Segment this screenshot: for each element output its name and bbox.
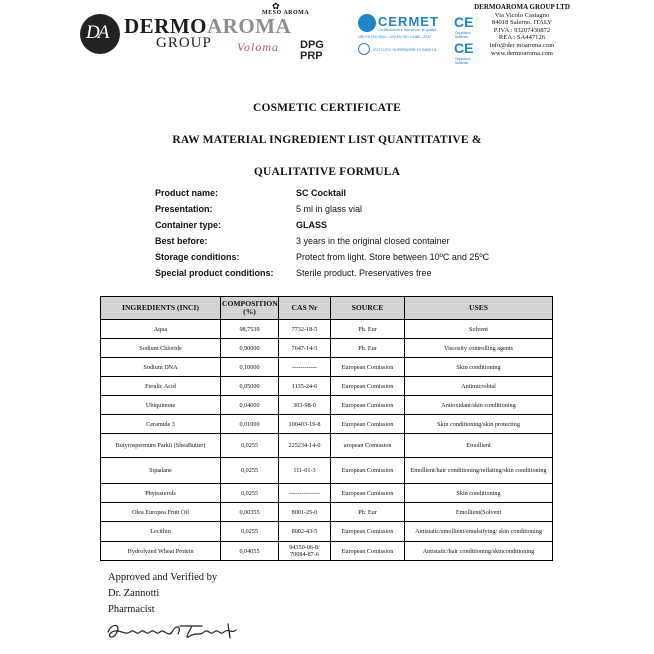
best-before-label: Best before: bbox=[155, 236, 208, 246]
cell-inci: Phytosterols bbox=[101, 484, 221, 503]
cell-cas: 1135-24-6 bbox=[279, 377, 331, 396]
company-email: info@der moaroma.com bbox=[489, 41, 555, 49]
cell-inci: Aqua bbox=[101, 320, 221, 339]
cell-inci: Sodium DNA bbox=[101, 358, 221, 377]
cell-cas: 100403-19-8 bbox=[279, 415, 331, 434]
cell-composition: 0,04000 bbox=[221, 396, 279, 415]
cell-cas: ------------ bbox=[279, 358, 331, 377]
cell-source: European Comission bbox=[331, 415, 405, 434]
approval-line: Approved and Verified by bbox=[108, 572, 218, 583]
cell-inci: Sodium Chloride bbox=[101, 339, 221, 358]
cell-uses: Antistatic/emollient/emulsifying/ skin conditioning bbox=[405, 522, 553, 542]
dpg-line1: DPG bbox=[300, 39, 324, 51]
header-cas: CAS Nr bbox=[279, 297, 331, 320]
cell-source: European Comission bbox=[331, 484, 405, 503]
table-row bbox=[101, 396, 553, 415]
cell-source: Ph. Eur bbox=[331, 320, 405, 339]
cell-source: European Comission bbox=[331, 458, 405, 484]
cell-source: European Comission bbox=[331, 377, 405, 396]
cell-composition: 0,0255 bbox=[221, 484, 279, 503]
dermoaroma-logo-mark bbox=[80, 14, 120, 54]
approver-title: Pharmacist bbox=[108, 604, 155, 615]
company-rea: REA : SA447126 bbox=[498, 34, 546, 42]
iss-label: ISTITUTO SUPERIORE DI SANITÀ bbox=[373, 47, 437, 52]
table-row bbox=[101, 522, 553, 542]
cell-uses: Emollient(Solvent bbox=[405, 503, 553, 522]
cell-source: Ph. Eur bbox=[331, 503, 405, 522]
table-row bbox=[101, 434, 553, 458]
brand-group: GROUP bbox=[156, 35, 212, 51]
handwritten-signature bbox=[104, 618, 244, 648]
container-type-label: Container type: bbox=[155, 220, 222, 230]
cell-composition: 0,05000 bbox=[221, 377, 279, 396]
cell-composition: 0,0255 bbox=[221, 458, 279, 484]
cell-cas: 225234-14-0 bbox=[279, 434, 331, 458]
special-conditions-value: Sterile product. Preservatives free bbox=[296, 268, 432, 278]
cell-cas: 94350-06-8/ 70084-87-6 bbox=[279, 542, 331, 561]
table-row bbox=[101, 415, 553, 434]
company-city: 84018 Salerno. ITALY bbox=[491, 19, 553, 27]
cell-uses: Antimicrobial bbox=[405, 377, 553, 396]
ingredients-table bbox=[100, 296, 553, 561]
brand-light: AROMA bbox=[207, 14, 292, 38]
cell-composition: 0,01000 bbox=[221, 415, 279, 434]
presentation-label: Presentation: bbox=[155, 204, 213, 214]
cell-inci: Butyrospermum Parkii (SheaButter) bbox=[101, 434, 221, 458]
table-row bbox=[101, 458, 553, 484]
table-row bbox=[101, 339, 553, 358]
cell-cas: 303-98-0 bbox=[279, 396, 331, 415]
cell-cas: --------------- bbox=[279, 484, 331, 503]
cell-inci: Ferulic Acid bbox=[101, 377, 221, 396]
cell-inci: Ceramide 3 bbox=[101, 415, 221, 434]
cell-cas: 8002-43-5 bbox=[279, 522, 331, 542]
meso-aroma-icon: ✿ bbox=[272, 1, 280, 11]
certificate-subtitle-line1: RAW MATERIAL INGREDIENT LIST QUANTITATIVE & bbox=[172, 134, 482, 146]
cell-source: European Comission bbox=[331, 522, 405, 542]
cell-composition: 0,00355 bbox=[221, 503, 279, 522]
cermet-subtitle: Certificazione e ricerca per la qualità bbox=[378, 28, 437, 32]
cermet-logo-icon bbox=[358, 14, 376, 32]
cell-inci: Lecithin bbox=[101, 522, 221, 542]
dpg-prp-logo bbox=[300, 40, 324, 62]
voloma-logo: Voloma bbox=[237, 40, 279, 54]
cell-inci: Ubiquinone bbox=[101, 396, 221, 415]
brand-bold: DERMO bbox=[124, 14, 207, 38]
presentation-value: 5 ml in glass vial bbox=[296, 204, 363, 214]
table-row bbox=[101, 484, 553, 503]
cermet-logo: CERMET bbox=[378, 14, 439, 29]
meso-aroma-logo: MESO AROMA bbox=[262, 10, 310, 16]
header-uses: USES bbox=[405, 297, 553, 320]
cell-source: European Comission bbox=[331, 542, 405, 561]
logo-monogram: DA bbox=[86, 22, 108, 43]
cell-composition: 0,0255 bbox=[221, 434, 279, 458]
special-conditions-label: Special product conditions: bbox=[155, 268, 274, 278]
header-source: SOURCE bbox=[331, 297, 405, 320]
table-row bbox=[101, 542, 553, 561]
certificate-subtitle-line2: QUALITATIVE FORMULA bbox=[253, 166, 401, 178]
cell-inci: Squalane bbox=[101, 458, 221, 484]
table-row bbox=[101, 320, 553, 339]
cell-composition: 0,04055 bbox=[221, 542, 279, 561]
iss-seal-icon bbox=[358, 43, 370, 55]
cell-cas: 111-01-3 bbox=[279, 458, 331, 484]
cell-uses: Skin conditioning bbox=[405, 358, 553, 377]
cell-composition: 0,90000 bbox=[221, 339, 279, 358]
product-name-value: SC Cocktail bbox=[296, 188, 347, 198]
header-composition: COMPOSITION (%) bbox=[221, 297, 279, 320]
cell-source: Ph. Eur bbox=[331, 339, 405, 358]
cell-source: European Comission bbox=[331, 358, 405, 377]
cell-uses: Antioxidant/skin conditioning bbox=[405, 396, 553, 415]
company-name: DERMOAROMA GROUP LTD bbox=[474, 3, 570, 11]
cell-uses: Solvent bbox=[405, 320, 553, 339]
company-street: Via Vicolo Castagno bbox=[494, 11, 550, 19]
company-address bbox=[462, 4, 582, 57]
cell-cas: 8001-25-0 bbox=[279, 503, 331, 522]
approver-name: Dr. Zannotti bbox=[108, 588, 160, 599]
cell-composition: 0,10000 bbox=[221, 358, 279, 377]
cell-uses: Antistatic/hair conditioning/skinconditioning bbox=[405, 542, 553, 561]
table-header-row bbox=[101, 297, 553, 320]
cell-source: European Comission bbox=[331, 396, 405, 415]
storage-conditions-label: Storage conditions: bbox=[155, 252, 240, 262]
cell-uses: Emollient/hair conditioning/reflating/skin conditioning bbox=[405, 458, 553, 484]
brand-wordmark bbox=[124, 16, 291, 36]
cermet-norms: UNI EN ISO 9001 - UNI EN ISO 13485 - 2012 bbox=[358, 35, 432, 39]
ce-mark-1: CE bbox=[454, 14, 474, 30]
table-row bbox=[101, 377, 553, 396]
cell-uses: Viscosity controlling agents bbox=[405, 339, 553, 358]
ce-sub-2: Organismo Notificato bbox=[455, 57, 471, 65]
cell-source: uropean Comission bbox=[331, 434, 405, 458]
cell-composition: 0,0255 bbox=[221, 522, 279, 542]
cell-cas: 7732-18-5 bbox=[279, 320, 331, 339]
cell-uses: Skin conditioning bbox=[405, 484, 553, 503]
cell-cas: 7647-14-5 bbox=[279, 339, 331, 358]
cell-uses: Emollient bbox=[405, 434, 553, 458]
container-type-value: GLASS bbox=[296, 220, 328, 230]
table-row bbox=[101, 503, 553, 522]
company-website: www.dermoaroma.com bbox=[491, 49, 553, 57]
ce-mark-2: CE bbox=[454, 40, 474, 56]
cell-uses: Skin conditioning/skin protecting bbox=[405, 415, 553, 434]
header-ingredients: INGREDIENTS (INCI) bbox=[101, 297, 221, 320]
best-before-value: 3 years in the original closed container bbox=[296, 236, 450, 246]
certificate-title: COSMETIC CERTIFICATE bbox=[252, 102, 402, 114]
dpg-line2: PRP bbox=[300, 50, 323, 62]
ce-sub-1: Organismo Notificato bbox=[455, 31, 471, 39]
storage-conditions-value: Protect from light. Store between 10ºC and 25ºC bbox=[296, 252, 490, 262]
product-name-label: Product name: bbox=[155, 188, 219, 198]
company-vat: P.IVA : 93207430872 bbox=[493, 26, 551, 34]
cell-composition: 98,7539 bbox=[221, 320, 279, 339]
cell-inci: Olea Europea Fruit Oil bbox=[101, 503, 221, 522]
cell-inci: Hydrolyzed Wheat Protein bbox=[101, 542, 221, 561]
table-row bbox=[101, 358, 553, 377]
